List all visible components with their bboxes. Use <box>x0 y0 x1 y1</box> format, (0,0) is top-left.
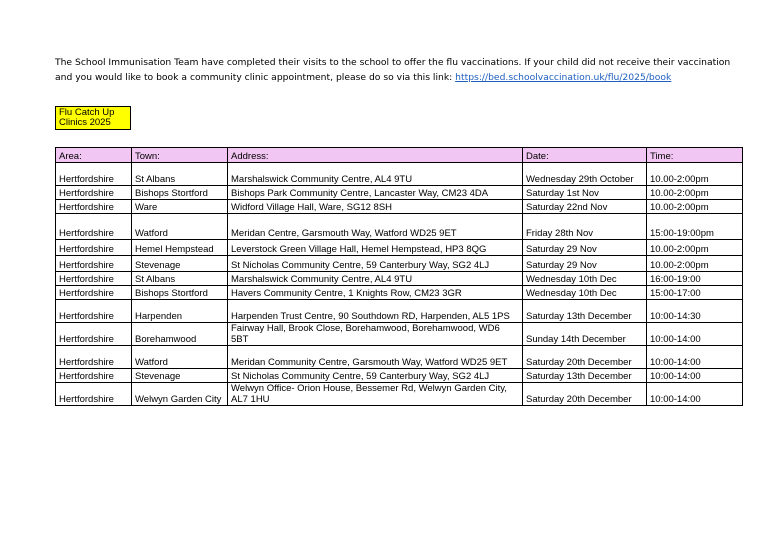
town-cell: Stevenage <box>132 256 228 272</box>
area-cell: Hertfordshire <box>56 323 132 346</box>
address-cell: Bishops Park Community Centre, Lancaster Way, CM23 4DA <box>228 186 523 200</box>
town-cell: Ware <box>132 200 228 214</box>
town-cell: Harpenden <box>132 300 228 323</box>
clinics-badge: Flu Catch Up Clinics 2025 <box>55 106 131 130</box>
area-cell: Hertfordshire <box>56 383 132 406</box>
table-row <box>56 323 743 346</box>
table-row <box>56 272 743 286</box>
header-area: Area: <box>56 148 132 163</box>
address-cell: Marshalswick Community Centre, AL4 9TU <box>228 272 523 286</box>
date-cell: Saturday 20th December <box>523 346 647 369</box>
clinics-table <box>55 147 743 406</box>
table-row <box>56 286 743 300</box>
town-cell: Hemel Hempstead <box>132 240 228 256</box>
table-row <box>56 163 743 186</box>
town-cell: Bishops Stortford <box>132 286 228 300</box>
time-cell: 15:00-19:00pm <box>647 214 743 240</box>
address-cell: Welwyn Office- Orion House, Bessemer Rd, Welwyn Garden City, AL7 1HU <box>228 383 523 406</box>
table-row <box>56 256 743 272</box>
table-row <box>56 214 743 240</box>
town-cell: St Albans <box>132 163 228 186</box>
address-cell: Havers Community Centre, 1 Knights Row, CM23 3GR <box>228 286 523 300</box>
area-cell: Hertfordshire <box>56 163 132 186</box>
time-cell: 10.00-2:00pm <box>647 240 743 256</box>
address-cell: St Nicholas Community Centre, 59 Canterbury Way, SG2 4LJ <box>228 369 523 383</box>
town-cell: St Albans <box>132 272 228 286</box>
area-cell: Hertfordshire <box>56 256 132 272</box>
address-cell: Leverstock Green Village Hall, Hemel Hempstead, HP3 8QG <box>228 240 523 256</box>
area-cell: Hertfordshire <box>56 369 132 383</box>
date-cell: Saturday 1st Nov <box>523 186 647 200</box>
area-cell: Hertfordshire <box>56 300 132 323</box>
table-header-row <box>56 148 743 163</box>
area-cell: Hertfordshire <box>56 200 132 214</box>
time-cell: 15:00-17:00 <box>647 286 743 300</box>
time-cell: 10.00-2:00pm <box>647 256 743 272</box>
intro-text: The School Immunisation Team have completed their visits to the school to offer the flu vaccinations. If your child did not receive their vaccination and you would like to book a community clinic appointment, please do so via this link: <box>55 57 731 83</box>
area-cell: Hertfordshire <box>56 186 132 200</box>
time-cell: 10:00-14:00 <box>647 346 743 369</box>
town-cell: Watford <box>132 214 228 240</box>
town-cell: Stevenage <box>132 369 228 383</box>
address-cell: Harpenden Trust Centre, 90 Southdown RD, Harpenden, AL5 1PS <box>228 300 523 323</box>
town-cell: Welwyn Garden City <box>132 383 228 406</box>
address-cell: Meridan Community Centre, Garsmouth Way, Watford WD25 9ET <box>228 346 523 369</box>
area-cell: Hertfordshire <box>56 346 132 369</box>
town-cell: Borehamwood <box>132 323 228 346</box>
address-cell: Widford Village Hall, Ware, SG12 8SH <box>228 200 523 214</box>
table-row <box>56 369 743 383</box>
time-cell: 10.00-2:00pm <box>647 163 743 186</box>
date-cell: Saturday 29 Nov <box>523 240 647 256</box>
date-cell: Saturday 22nd Nov <box>523 200 647 214</box>
area-cell: Hertfordshire <box>56 214 132 240</box>
date-cell: Saturday 20th December <box>523 383 647 406</box>
date-cell: Saturday 13th December <box>523 300 647 323</box>
area-cell: Hertfordshire <box>56 272 132 286</box>
header-date: Date: <box>523 148 647 163</box>
header-address: Address: <box>228 148 523 163</box>
time-cell: 10.00-2:00pm <box>647 186 743 200</box>
booking-link[interactable]: https://bed.schoolvaccination.uk/flu/2025/book <box>455 72 672 83</box>
date-cell: Friday 28th Nov <box>523 214 647 240</box>
date-cell: Saturday 13th December <box>523 369 647 383</box>
table-row <box>56 300 743 323</box>
intro-paragraph <box>55 55 745 85</box>
table-row <box>56 200 743 214</box>
date-cell: Sunday 14th December <box>523 323 647 346</box>
address-cell: Meridan Centre, Garsmouth Way, Watford WD25 9ET <box>228 214 523 240</box>
area-cell: Hertfordshire <box>56 240 132 256</box>
date-cell: Wednesday 10th Dec <box>523 272 647 286</box>
town-cell: Bishops Stortford <box>132 186 228 200</box>
table-row <box>56 186 743 200</box>
time-cell: 10.00-2:00pm <box>647 200 743 214</box>
date-cell: Wednesday 29th October <box>523 163 647 186</box>
header-time: Time: <box>647 148 743 163</box>
town-cell: Watford <box>132 346 228 369</box>
table-row <box>56 383 743 406</box>
address-cell: Fairway Hall, Brook Close, Borehamwood, Borehamwood, WD6 5BT <box>228 323 523 346</box>
date-cell: Wednesday 10th Dec <box>523 286 647 300</box>
time-cell: 16:00-19:00 <box>647 272 743 286</box>
area-cell: Hertfordshire <box>56 286 132 300</box>
time-cell: 10:00-14:30 <box>647 300 743 323</box>
table-row <box>56 240 743 256</box>
date-cell: Saturday 29 Nov <box>523 256 647 272</box>
time-cell: 10:00-14:00 <box>647 369 743 383</box>
time-cell: 10:00-14:00 <box>647 323 743 346</box>
table-row <box>56 346 743 369</box>
time-cell: 10:00-14:00 <box>647 383 743 406</box>
address-cell: St Nicholas Community Centre, 59 Canterbury Way, SG2 4LJ <box>228 256 523 272</box>
header-town: Town: <box>132 148 228 163</box>
address-cell: Marshalswick Community Centre, AL4 9TU <box>228 163 523 186</box>
